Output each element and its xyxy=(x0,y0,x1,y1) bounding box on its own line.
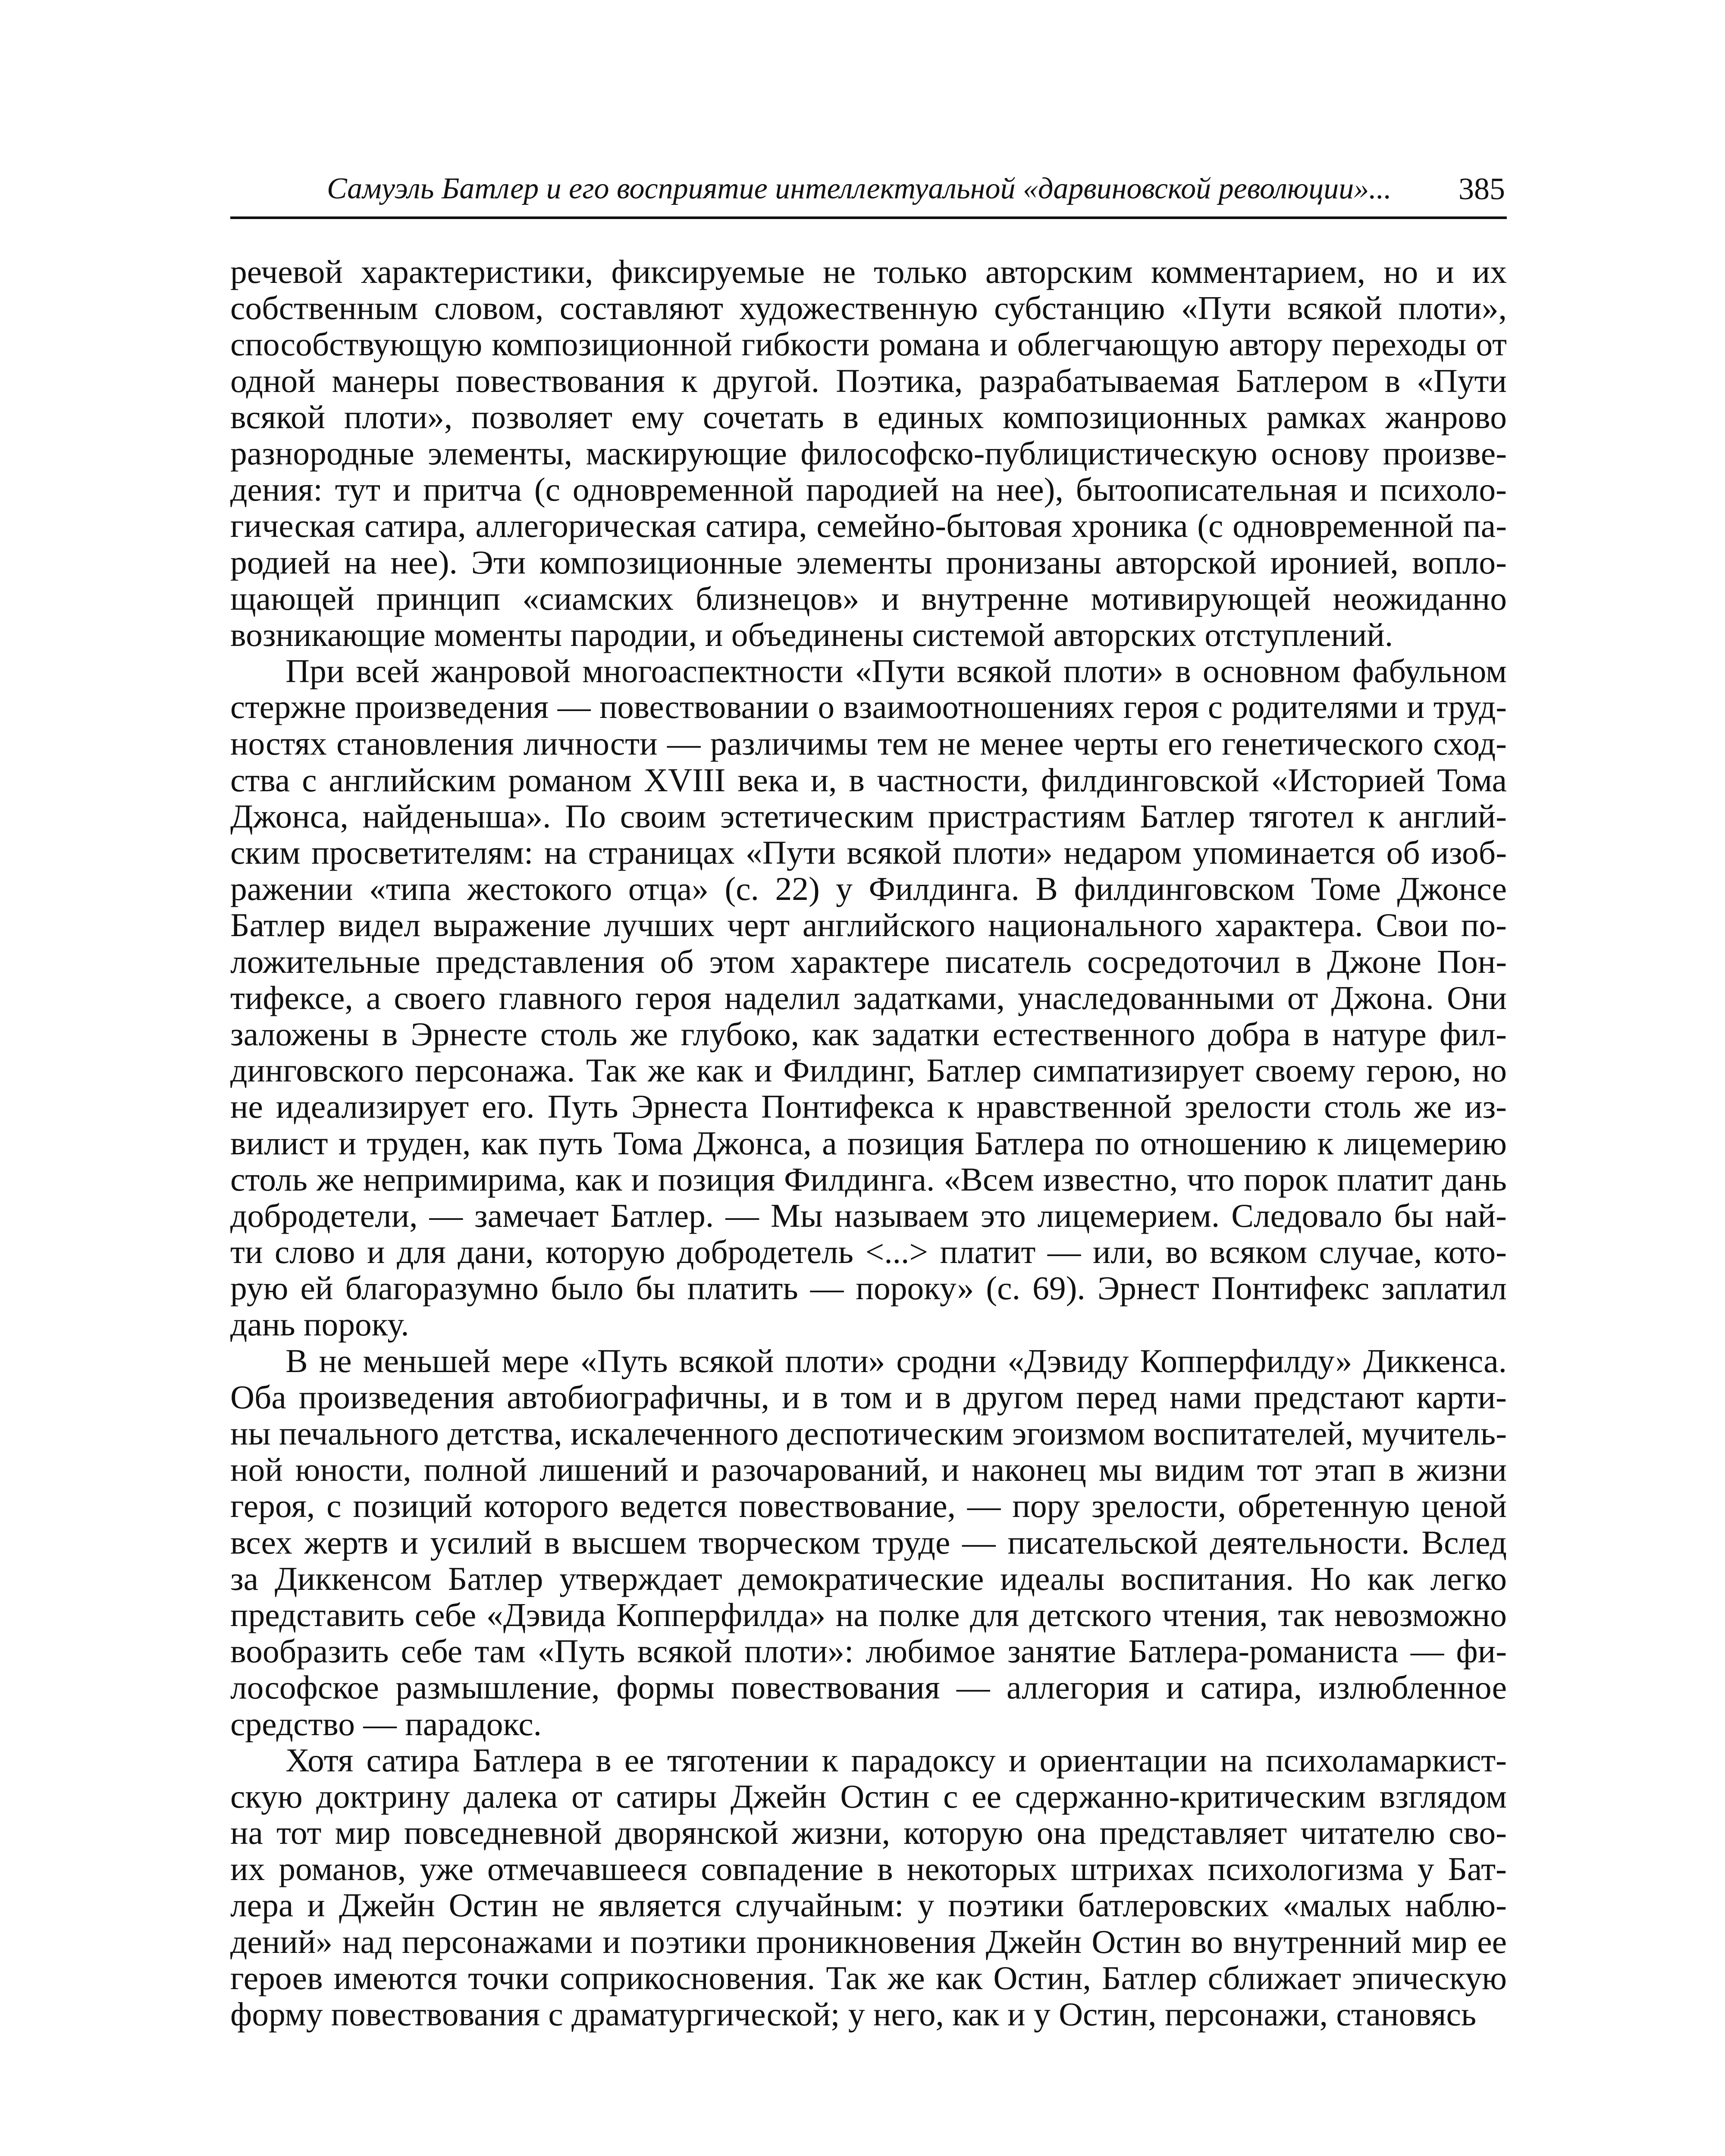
text-line: Хотя сатира Батлера в ее тяготении к парадоксу и ориентации на психоламаркист- xyxy=(285,1741,1507,1779)
paragraph xyxy=(230,1742,1507,2033)
text-line: дань пороку. xyxy=(230,1306,409,1343)
paragraph xyxy=(230,1343,1507,1742)
text-line: гическая сатира, аллегорическая сатира, семейно-бытовая хроника (с одновременной па- xyxy=(230,507,1507,545)
text-line: не идеализирует его. Путь Эрнеста Понтифекса к нравственной зрелости столь же из- xyxy=(230,1088,1507,1125)
text-line: При всей жанровой многоаспектности «Пути всякой плоти» в основном фабульном xyxy=(285,652,1507,690)
text-line: ностях становления личности — различимы тем не менее черты его генетического сход- xyxy=(230,725,1507,762)
text-line: Батлер видел выражение лучших черт английского национального характера. Свои по- xyxy=(230,906,1507,944)
text-line: стержне произведения — повествовании о взаимоотношениях героя с родителями и труд- xyxy=(230,689,1507,726)
text-line: вообразить себе там «Путь всякой плоти»: любимое занятие Батлера-романиста — фи- xyxy=(230,1633,1507,1670)
text-line: всех жертв и усилий в высшем творческом труде — писательской деятельности. Вслед xyxy=(230,1523,1507,1561)
paragraph xyxy=(230,254,1507,653)
text-line: щающей принцип «сиамских близнецов» и внутренне мотивирующей неожиданно xyxy=(230,580,1507,617)
text-line: средство — парадокс. xyxy=(230,1705,542,1742)
text-line: ти слово и для дани, которую добродетель <...> платит — или, во всяком случае, кото- xyxy=(230,1233,1507,1271)
body-text xyxy=(230,254,1507,2032)
running-head xyxy=(230,164,1507,219)
text-line: ной юности, полной лишений и разочарований, и наконец мы видим тот этап в жизни xyxy=(230,1451,1507,1489)
text-line: ложительные представления об этом характере писатель сосредоточил в Джоне Пон- xyxy=(230,943,1507,980)
text-line: возникающие моменты пародии, и объединены системой авторских отступлений. xyxy=(230,616,1393,653)
text-line: ства с английским романом XVIII века и, в частности, филдинговской «Историей Тома xyxy=(230,761,1507,799)
text-line: речевой характеристики, фиксируемые не только авторским комментарием, но и их xyxy=(230,253,1507,290)
text-line: ражении «типа жестокого отца» (с. 22) у Филдинга. В филдинговском Томе Джонсе xyxy=(230,870,1507,908)
text-line: за Диккенсом Батлер утверждает демократические идеалы воспитания. Но как легко xyxy=(230,1560,1507,1597)
text-line: одной манеры повествования к другой. Поэтика, разрабатываемая Батлером в «Пути xyxy=(230,362,1507,399)
text-line: их романов, уже отмечавшееся совпадение в некоторых штрихах психологизма у Бат- xyxy=(230,1850,1507,1888)
text-line: заложены в Эрнесте столь же глубоко, как задатки естественного добра в натуре фил- xyxy=(230,1015,1507,1053)
text-line: ны печального детства, искалеченного деспотическим эгоизмом воспитателей, мучитель- xyxy=(230,1415,1507,1452)
text-line: Оба произведения автобиографичны, и в том и в другом перед нами предстают карти- xyxy=(230,1378,1507,1416)
text-line: героя, с позиций которого ведется повествование, — пору зрелости, обретенную ценой xyxy=(230,1487,1507,1525)
page-number: 385 xyxy=(1458,172,1505,206)
text-line: дений» над персонажами и поэтики проникновения Джейн Остин во внутренний мир ее xyxy=(230,1923,1507,1960)
text-line: разнородные элементы, маскирующие философско-публицистическую основу произве- xyxy=(230,434,1507,472)
text-line: столь же непримирима, как и позиция Филдинга. «Всем известно, что порок платит дань xyxy=(230,1160,1507,1198)
text-line: Джонса, найденыша». По своим эстетическим пристрастиям Батлер тяготел к англий- xyxy=(230,797,1507,835)
text-line: представить себе «Дэвида Копперфилда» на полке для детского чтения, так невозможно xyxy=(230,1596,1507,1633)
text-line: всякой плоти», позволяет ему сочетать в единых композиционных рамках жанрово xyxy=(230,398,1507,436)
text-line: дения: тут и притча (с одновременной пародией на нее), бытоописательная и психоло- xyxy=(230,471,1507,508)
text-line: динговского персонажа. Так же как и Филдинг, Батлер симпатизирует своему герою, но xyxy=(230,1052,1507,1089)
text-line: собственным словом, составляют художественную субстанцию «Пути всякой плоти», xyxy=(230,289,1507,327)
text-line: рую ей благоразумно было бы платить — пороку» (с. 69). Эрнест Понтифекс заплатил xyxy=(230,1269,1507,1307)
running-title: Самуэль Батлер и его восприятие интеллектуальной «дарвиновской революции»... xyxy=(327,172,1392,205)
text-line: добродетели, — замечает Батлер. — Мы называем это лицемерием. Следовало бы най- xyxy=(230,1197,1507,1234)
text-line: тифексе, а своего главного героя наделил задатками, унаследованными от Джона. Они xyxy=(230,979,1507,1016)
text-line: скую доктрину далека от сатиры Джейн Остин с ее сдержанно-критическим взглядом xyxy=(230,1777,1507,1815)
text-line: родией на нее). Эти композиционные элементы пронизаны авторской иронией, вопло- xyxy=(230,543,1507,581)
paragraph xyxy=(230,653,1507,1343)
text-line: лософское размышление, формы повествования — аллегория и сатира, излюбленное xyxy=(230,1669,1507,1706)
text-line: вилист и труден, как путь Тома Джонса, а позиция Батлера по отношению к лицемерию xyxy=(230,1124,1507,1162)
text-line: героев имеются точки соприкосновения. Так же как Остин, Батлер сближает эпическую xyxy=(230,1959,1507,1996)
text-line: форму повествования с драматургической; у него, как и у Остин, персонажи, становясь xyxy=(230,1996,1477,2033)
text-line: ским просветителям: на страницах «Пути всякой плоти» недаром упоминается об изоб- xyxy=(230,834,1507,871)
text-line: на тот мир повседневной дворянской жизни, которую она представляет читателю сво- xyxy=(230,1814,1507,1852)
text-line: лера и Джейн Остин не является случайным: у поэтики батлеровских «малых наблю- xyxy=(230,1887,1507,1924)
text-line: способствующую композиционной гибкости романа и облегчающую автору переходы от xyxy=(230,326,1507,363)
text-line: В не меньшей мере «Путь всякой плоти» сродни «Дэвиду Копперфилду» Диккенса. xyxy=(285,1342,1507,1379)
